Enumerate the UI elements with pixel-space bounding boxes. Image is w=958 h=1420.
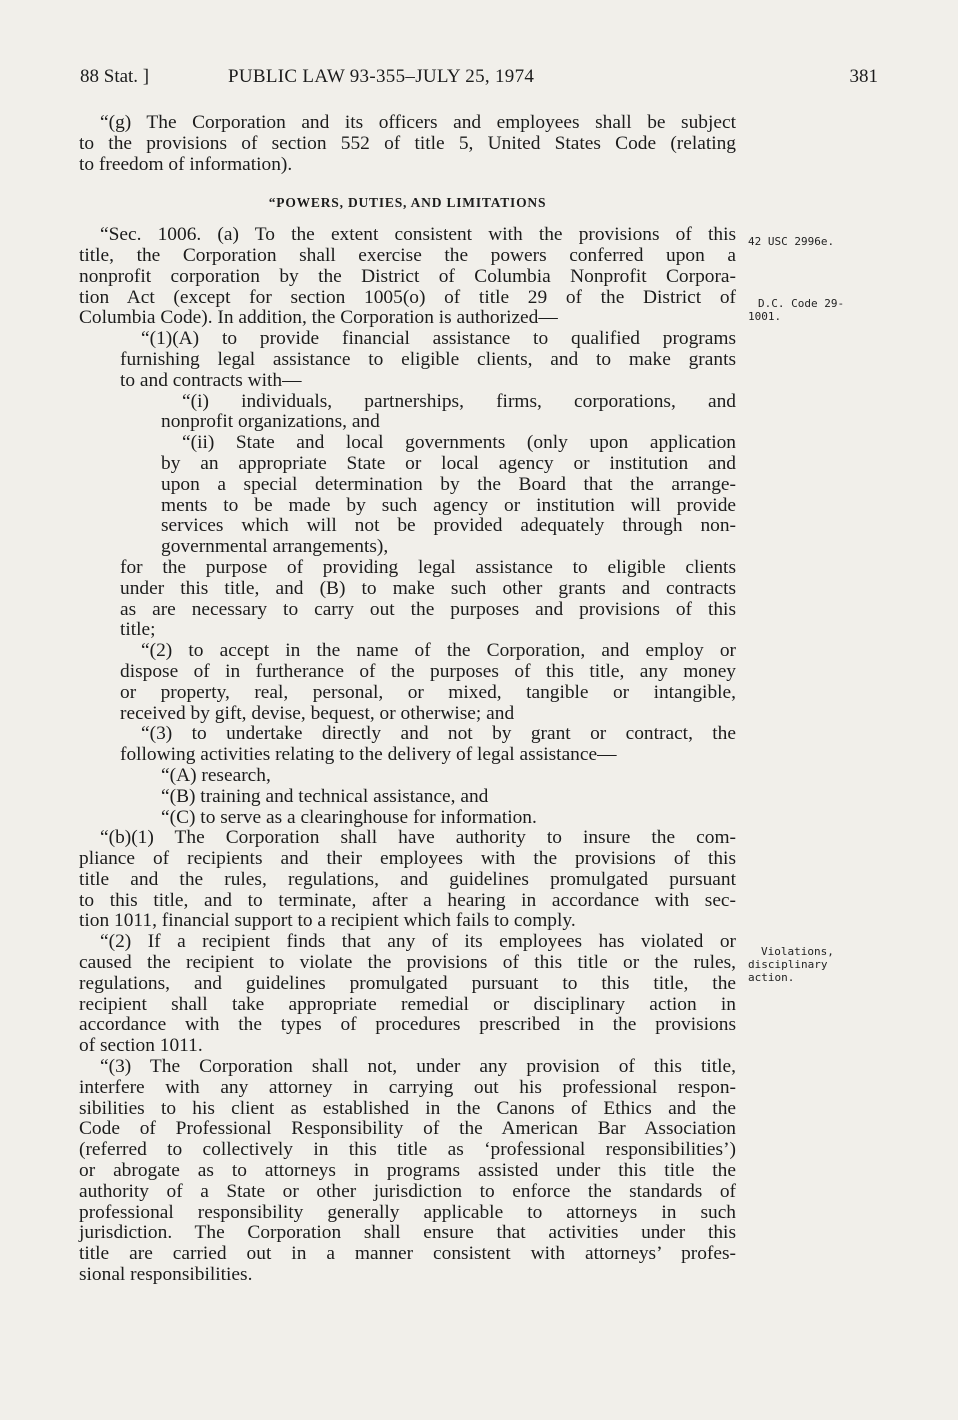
text-line: “(ii) State and local governments (only upon application [182, 432, 736, 454]
text-line: caused the recipient to violate the provisions of this title or the rules, [79, 952, 736, 974]
paragraph-g [79, 113, 736, 175]
paragraph-a2 [79, 641, 736, 724]
text-line: to the provisions of section 552 of title 5, United States Code (relating [79, 132, 736, 154]
text-line: title and the rules, regulations, and guidelines promulgated pursuant [79, 868, 736, 890]
text-line: title, the Corporation shall exercise the powers conferred upon a [79, 244, 736, 266]
text-line: title; [120, 619, 156, 641]
text-line: Code of Professional Responsibility of the American Bar Association [79, 1118, 736, 1140]
margin-note-violations-line1: Violations, [761, 945, 834, 958]
statute-volume: 88 Stat. ] [80, 66, 150, 87]
text-line: furnishing legal assistance to eligible clients, and to make grants [120, 348, 736, 370]
text-line: received by gift, devise, bequest, or otherwise; and [120, 702, 515, 724]
text-line: “(B) training and technical assistance, and [161, 785, 489, 807]
margin-note-dc-code-line2: 1001. [748, 310, 782, 323]
text-line: “(2) If a recipient finds that any of its employees has violated or [100, 931, 736, 953]
text-line: “Sec. 1006. (a) To the extent consistent with the provisions of this [100, 224, 736, 246]
text-line: recipient shall take appropriate remedial or disciplinary action in [79, 993, 736, 1015]
paragraph-a1-i [79, 392, 736, 434]
text-line: tion 1011, financial support to a recipient which fails to comply. [79, 910, 576, 932]
text-line: “(g) The Corporation and its officers and employees shall be subject [100, 112, 736, 133]
margin-note-dc-code [748, 297, 844, 323]
paragraph-b3 [79, 1057, 736, 1286]
paragraph-sec-1006 [79, 225, 736, 329]
text-line: nonprofit organizations, and [161, 411, 380, 433]
paragraph-a1 [79, 329, 736, 391]
text-line: to and contracts with— [120, 369, 302, 391]
text-line: “(3) The Corporation shall not, under any provision of this title, [100, 1056, 736, 1078]
paragraph-b1 [79, 828, 736, 932]
text-line: following activities relating to the delivery of legal assistance— [120, 744, 617, 766]
text-line: “(3) to undertake directly and not by grant or contract, the [141, 723, 736, 745]
text-line: regulations, and guidelines promulgated pursuant to this title, the [79, 972, 736, 994]
text-line: or property, real, personal, or mixed, tangible or intangible, [120, 681, 736, 703]
paragraph-a3 [79, 724, 736, 766]
list-abc [79, 766, 736, 828]
text-line: under this title, and (B) to make such other grants and contracts [120, 577, 736, 599]
section-heading: “POWERS, DUTIES, AND LIMITATIONS [268, 195, 547, 211]
text-line: tion Act (except for section 1005(o) of title 29 of the District of [79, 286, 736, 308]
text-line: sibilities to his client as established in the Canons of Ethics and the [79, 1097, 736, 1119]
text-line: “(1)(A) to provide financial assistance to qualified programs [141, 328, 736, 350]
paragraph-b2 [79, 932, 736, 1057]
text-line: governmental arrangements), [161, 536, 389, 558]
text-line: as are necessary to carry out the purposes and provisions of this [120, 598, 736, 620]
text-line: “(A) research, [161, 764, 271, 786]
paragraph-a1-ii [79, 433, 736, 558]
margin-note-violations [748, 945, 834, 984]
text-line: pliance of recipients and their employees with the provisions of this [79, 848, 736, 870]
text-line: title are carried out in a manner consistent with attorneys’ profes- [79, 1243, 736, 1265]
text-line: by an appropriate State or local agency or institution and [161, 452, 736, 474]
text-line: or abrogate as to attorneys in programs assisted under this title the [79, 1160, 736, 1182]
text-line: professional responsibility generally applicable to attorneys in such [79, 1201, 736, 1223]
text-line: (referred to collectively in this title as ‘professional responsibilities’) [79, 1139, 736, 1161]
text-line: sional responsibilities. [79, 1264, 253, 1286]
text-line: nonprofit corporation by the District of Columbia Nonprofit Corpora- [79, 265, 736, 287]
text-line: upon a special determination by the Board that the arrange- [161, 473, 736, 495]
text-line: of section 1011. [79, 1035, 203, 1057]
margin-note-dc-code-line1: D.C. Code 29- [758, 297, 845, 310]
text-line: dispose of in furtherance of the purposes of this title, any money [120, 660, 736, 682]
text-line: authority of a State or other jurisdiction to enforce the standards of [79, 1180, 736, 1202]
margin-note-violations-line3: action. [748, 971, 795, 984]
text-line: to this title, and to terminate, after a hearing in accordance with sec- [79, 889, 736, 911]
text-line: services which will not be provided adequately through non- [161, 515, 736, 537]
text-line: “(i) individuals, partnerships, firms, corporations, and [182, 390, 736, 412]
text-line: accordance with the types of procedures prescribed in the provisions [79, 1014, 736, 1036]
text-line: to freedom of information). [79, 153, 293, 175]
margin-note-usc: 42 USC 2996e. [748, 235, 835, 248]
paragraph-purpose [79, 558, 736, 641]
text-line: for the purpose of providing legal assistance to eligible clients [120, 556, 736, 578]
text-line: “(2) to accept in the name of the Corporation, and employ or [141, 640, 736, 662]
page-number: 381 [849, 66, 878, 87]
text-line: interfere with any attorney in carrying out his professional respon- [79, 1076, 736, 1098]
text-line: jurisdiction. The Corporation shall ensure that activities under this [79, 1222, 736, 1244]
text-line: ments to be made by such agency or institution will provide [161, 494, 736, 516]
public-law-title: PUBLIC LAW 93-355–JULY 25, 1974 [228, 66, 535, 87]
text-line: Columbia Code). In addition, the Corporation is authorized— [79, 307, 558, 329]
margin-note-violations-line2: disciplinary [748, 958, 828, 971]
body-text [79, 113, 736, 1286]
page-header [80, 66, 880, 90]
text-line: “(b)(1) The Corporation shall have authority to insure the com- [100, 827, 736, 849]
text-line: “(C) to serve as a clearinghouse for information. [161, 806, 537, 828]
